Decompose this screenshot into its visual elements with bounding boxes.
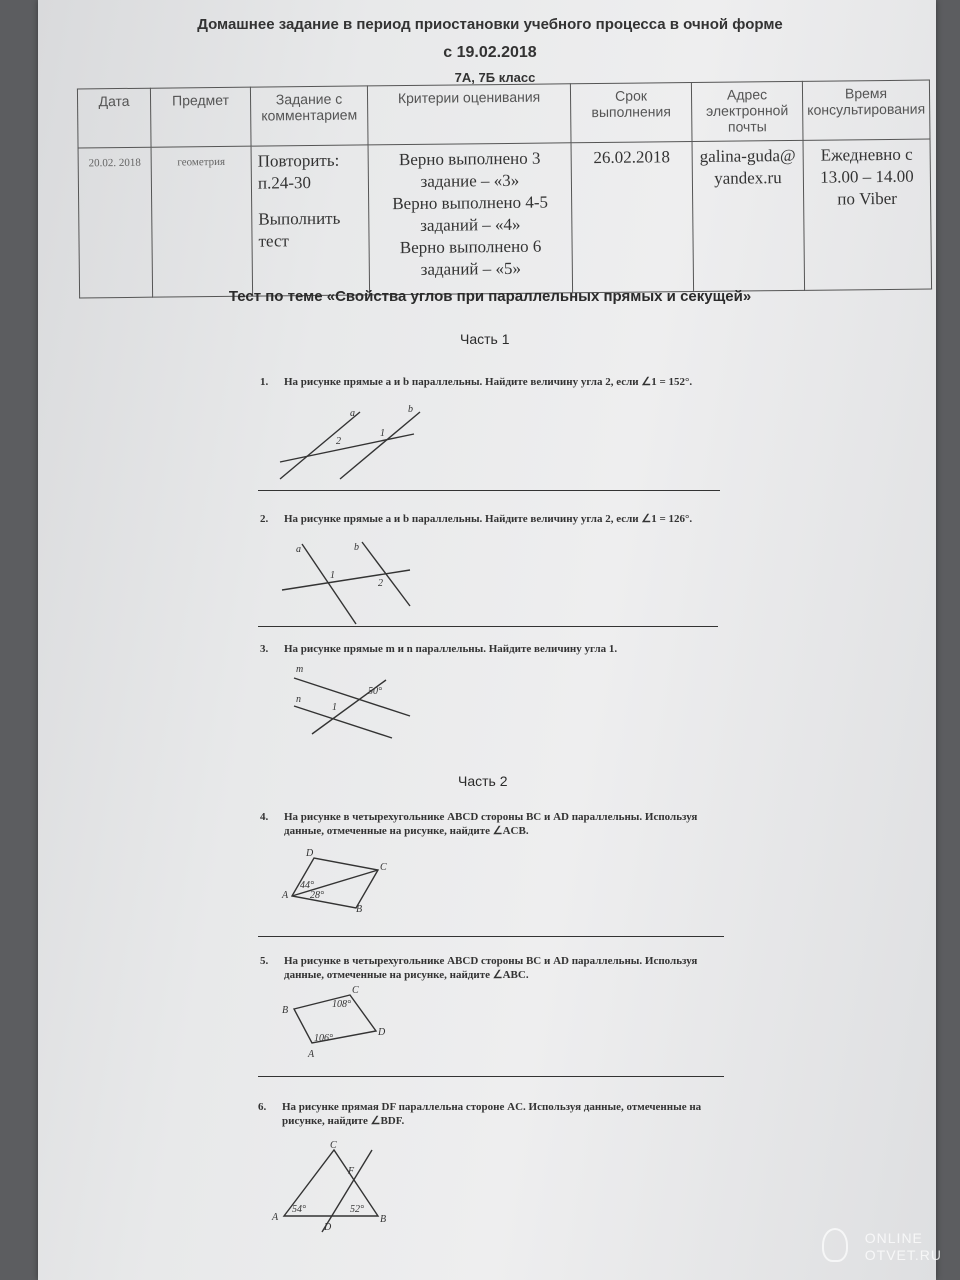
col-header-deadline: Срок выполнения (570, 83, 692, 143)
part1-heading: Часть 1 (460, 331, 510, 347)
question-number: 6. (258, 1101, 267, 1113)
label-C: C (330, 1140, 337, 1151)
figure-4 (280, 850, 400, 920)
table-row (78, 139, 932, 298)
part2-heading: Часть 2 (458, 773, 508, 789)
label-angle-50: 50° (368, 686, 382, 697)
label-A: A (282, 890, 289, 901)
col-header-email: Адрес электронной почты (691, 81, 803, 141)
cell-subject: геометрия (151, 146, 253, 297)
task-do-test: Выполнить тест (258, 208, 341, 251)
figure-3 (282, 664, 412, 744)
question-2 (260, 512, 724, 526)
label-angle-1: 1 (380, 428, 385, 439)
test-title: Тест по теме «Свойства углов при параллельных прямых и секущей» (228, 288, 752, 305)
label-C: C (352, 985, 359, 996)
col-header-subject: Предмет (150, 87, 251, 147)
label-angle-2: 2 (336, 436, 341, 447)
header-classes: 7А, 7Б класс (454, 70, 536, 85)
label-angle-54: 54° (292, 1204, 306, 1215)
criteria-3: Верно выполнено 3 задание – «3» (398, 148, 541, 191)
question-4 (260, 810, 724, 838)
task-repeat: Повторить: п.24-30 (257, 150, 340, 193)
question-text: На рисунке в четырехугольнике ABCD стороны BC и AD параллельны. Используя данные, отмеченные на рисунке, найдите ∠ACB. (284, 811, 698, 837)
label-b: b (408, 404, 413, 415)
cell-date: 20.02. 2018 (78, 147, 153, 298)
label-a: a (350, 408, 355, 419)
question-number: 2. (260, 513, 269, 525)
cell-consult: Ежедневно с 13.00 – 14.00 по Viber (803, 139, 932, 290)
label-n: n (296, 694, 301, 705)
homework-table (77, 80, 932, 299)
question-number: 5. (260, 955, 269, 967)
label-A: A (272, 1212, 279, 1223)
label-m: m (296, 664, 304, 675)
table-header-row (77, 80, 930, 148)
label-D: D (306, 848, 314, 859)
question-5 (260, 954, 724, 982)
label-b: b (354, 542, 359, 553)
label-angle-1: 1 (332, 702, 337, 713)
cell-deadline: 26.02.2018 (571, 142, 694, 293)
figure-2 (282, 538, 422, 618)
figure-1 (280, 404, 420, 484)
header-date: с 19.02.2018 (443, 44, 537, 61)
criteria-4: Верно выполнено 4-5 заданий – «4» (392, 192, 549, 235)
question-text: На рисунке в четырехугольнике ABCD стороны BC и AD параллельны. Используя данные, отмеченные на рисунке, найдите ∠ABC. (284, 955, 698, 981)
label-F: F (348, 1166, 355, 1177)
question-6 (258, 1100, 728, 1128)
question-3 (260, 642, 724, 656)
question-1 (260, 375, 724, 389)
watermark (865, 1230, 942, 1264)
label-B: B (380, 1214, 387, 1225)
header-title: Домашнее задание в период приостановки учебного процесса в очной форме (197, 16, 783, 33)
label-angle-108: 108° (332, 999, 351, 1010)
question-text: На рисунке прямые a и b параллельны. Найдите величину угла 2, если ∠1 = 126°. (284, 513, 693, 525)
cell-criteria (368, 143, 573, 295)
answer-line (258, 626, 718, 627)
col-header-date: Дата (77, 88, 151, 148)
question-number: 1. (260, 376, 269, 388)
answer-line (258, 490, 720, 491)
label-C: C (380, 862, 387, 873)
col-header-criteria: Критерии оценивания (367, 84, 571, 145)
label-angle-44: 44° (300, 880, 314, 891)
answer-line (258, 1076, 724, 1077)
label-A: A (308, 1049, 315, 1060)
label-D: D (324, 1222, 332, 1233)
question-text: На рисунке прямые a и b параллельны. Найдите величину угла 2, если ∠1 = 152°. (284, 376, 693, 388)
label-D: D (378, 1027, 386, 1038)
label-B: B (282, 1005, 289, 1016)
label-angle-28: 28° (310, 890, 324, 901)
col-header-task: Задание с комментарием (250, 86, 368, 146)
label-angle-106: 106° (314, 1033, 333, 1044)
cell-task (251, 145, 370, 296)
answer-line (258, 936, 724, 937)
question-text: На рисунке прямые m и n параллельны. Найдите величину угла 1. (284, 643, 618, 655)
question-text: На рисунке прямая DF параллельна стороне AC. Используя данные, отмеченные на рисунке, найдите ∠BDF. (282, 1101, 702, 1127)
watermark-line1: ONLINE (864, 1230, 923, 1246)
label-angle-52: 52° (350, 1204, 364, 1215)
label-angle-1: 1 (330, 570, 335, 581)
label-B: B (356, 904, 363, 915)
col-header-consult: Время консультирования (802, 80, 930, 140)
label-angle-2: 2 (378, 578, 383, 589)
question-number: 4. (260, 811, 269, 823)
question-number: 3. (260, 643, 269, 655)
label-a: a (296, 544, 301, 555)
figure-6 (272, 1140, 402, 1240)
watermark-bulb-icon (822, 1228, 848, 1262)
figure-5 (280, 985, 390, 1060)
criteria-5: Верно выполнено 6 заданий – «5» (399, 236, 542, 279)
watermark-line2: OTVET.RU (864, 1247, 942, 1263)
cell-email: galina-guda@yandex.ru (692, 140, 805, 291)
